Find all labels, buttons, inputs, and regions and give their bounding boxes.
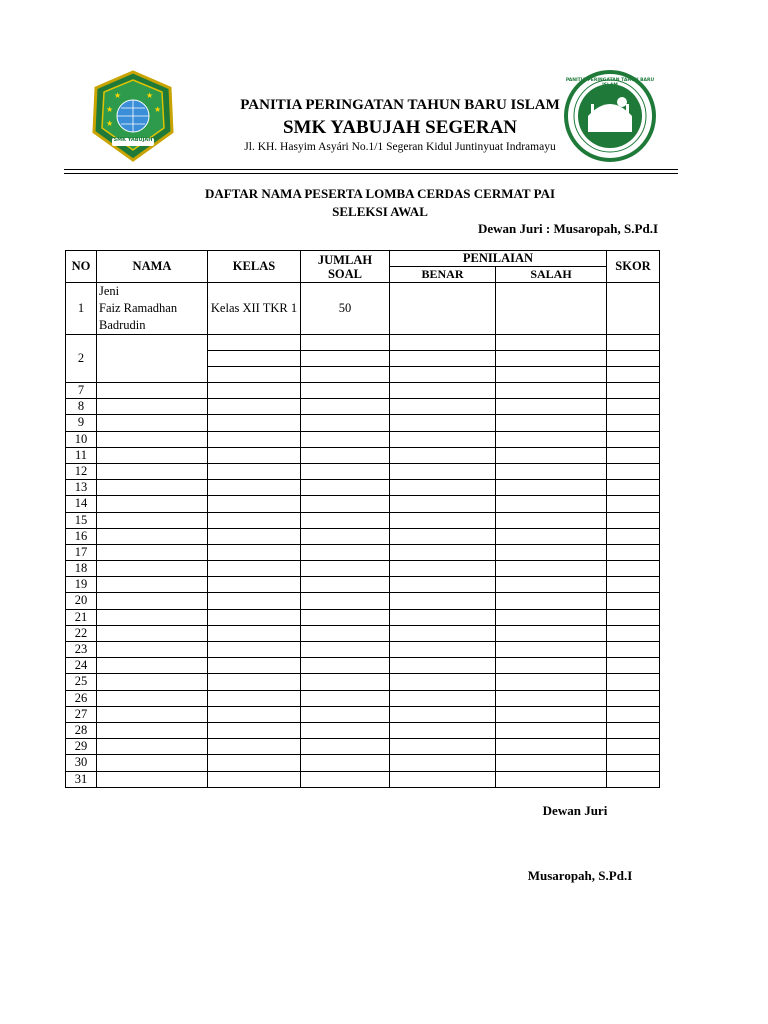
empty-cell: [208, 415, 301, 431]
empty-cell: [607, 771, 660, 787]
empty-cell: [301, 722, 390, 738]
participant-names: [97, 335, 208, 383]
school-name: SMK YABUJAH SEGERAN: [282, 117, 518, 138]
participant-names: [97, 283, 208, 335]
row-number: 27: [66, 706, 97, 722]
empty-cell: [390, 658, 496, 674]
empty-cell: [496, 706, 607, 722]
empty-cell: [208, 690, 301, 706]
empty-cell: [97, 706, 208, 722]
empty-cell: [208, 512, 301, 528]
table-row: [66, 480, 660, 496]
committee-heading: PANITIA PERINGATAN TAHUN BARU ISLAM: [240, 97, 560, 113]
empty-cell: [208, 674, 301, 690]
empty-cell: [97, 544, 208, 560]
empty-cell: [97, 658, 208, 674]
empty-cell: [607, 577, 660, 593]
row-number: 11: [66, 447, 97, 463]
empty-cell: [208, 739, 301, 755]
empty-cell: [607, 415, 660, 431]
empty-cell: [390, 593, 496, 609]
empty-cell: [208, 480, 301, 496]
empty-cell: [208, 625, 301, 641]
empty-cell: [607, 480, 660, 496]
empty-cell: [390, 674, 496, 690]
empty-cell: [97, 447, 208, 463]
empty-cell: [97, 722, 208, 738]
table-row: [66, 383, 660, 399]
empty-cell: [97, 383, 208, 399]
table-row: [66, 399, 660, 415]
row-number: 7: [66, 383, 97, 399]
empty-cell: [390, 383, 496, 399]
table-row: [66, 609, 660, 625]
empty-cell: [97, 561, 208, 577]
empty-cell: [208, 463, 301, 479]
empty-cell: [390, 528, 496, 544]
numbered-rows: [66, 383, 660, 788]
empty-cell: [301, 431, 390, 447]
svg-text:★: ★: [106, 119, 114, 128]
row-number: 18: [66, 561, 97, 577]
empty-cell: [208, 528, 301, 544]
participant-table: [65, 250, 660, 788]
committee-logo-text: PANITIA PERINGATAN TAHUN BARU ISLAM: [565, 78, 655, 88]
empty-cell: [496, 399, 607, 415]
table-row: [66, 739, 660, 755]
empty-cell: [390, 512, 496, 528]
empty-cell: [607, 722, 660, 738]
row-number: 8: [66, 399, 97, 415]
empty-cell: [390, 561, 496, 577]
empty-cell: [97, 463, 208, 479]
empty-cell: [208, 658, 301, 674]
empty-cell: [97, 415, 208, 431]
header-jumlah-soal: JUMLAH SOAL: [301, 251, 390, 283]
empty-cell: [301, 561, 390, 577]
empty-cell: [496, 755, 607, 771]
row-number: 14: [66, 496, 97, 512]
table-row: [66, 577, 660, 593]
row-number: 31: [66, 771, 97, 787]
empty-cell: [97, 625, 208, 641]
empty-cell: [301, 609, 390, 625]
empty-cell: [390, 755, 496, 771]
empty-cell: [208, 561, 301, 577]
table-row: [66, 544, 660, 560]
empty-cell: [301, 642, 390, 658]
empty-cell: [390, 625, 496, 641]
empty-cell: [496, 431, 607, 447]
svg-text:★: ★: [106, 105, 114, 114]
empty-cell: [607, 561, 660, 577]
header-salah: SALAH: [496, 267, 607, 283]
svg-text:★: ★: [114, 91, 122, 100]
participant-name: Badrudin: [99, 318, 146, 332]
empty-cell: [607, 706, 660, 722]
table-row: [66, 512, 660, 528]
empty-cell: [607, 642, 660, 658]
document-title: DAFTAR NAMA PESERTA LOMBA CERDAS CERMAT PAI: [204, 186, 556, 201]
empty-cell: [607, 431, 660, 447]
school-logo-text: SMK YABUJAH: [113, 137, 153, 143]
empty-cell: [496, 577, 607, 593]
empty-cell: [390, 609, 496, 625]
participant-class: Kelas XII TKR 1: [208, 283, 301, 335]
empty-cell: [208, 706, 301, 722]
empty-cell: [208, 722, 301, 738]
empty-cell: [607, 399, 660, 415]
salah-cell: [496, 283, 607, 335]
header-kelas: KELAS: [208, 251, 301, 283]
table-row: [66, 642, 660, 658]
table-row: [66, 722, 660, 738]
header-divider-thick: [64, 169, 678, 170]
svg-text:★: ★: [146, 91, 154, 100]
empty-cell: [390, 480, 496, 496]
table-row: [66, 674, 660, 690]
table-row: [66, 706, 660, 722]
empty-cell: [301, 593, 390, 609]
row-number: 26: [66, 690, 97, 706]
empty-cell: [208, 577, 301, 593]
row-number: 24: [66, 658, 97, 674]
empty-cell: [390, 431, 496, 447]
question-count: 50: [301, 283, 390, 335]
empty-cell: [390, 447, 496, 463]
empty-cell: [607, 658, 660, 674]
empty-cell: [208, 399, 301, 415]
empty-cell: [496, 674, 607, 690]
row-number: 16: [66, 528, 97, 544]
participant-name: Faiz Ramadhan: [99, 301, 178, 315]
empty-cell: [607, 528, 660, 544]
empty-cell: [208, 593, 301, 609]
empty-cell: [496, 609, 607, 625]
empty-cell: [301, 739, 390, 755]
empty-cell: [496, 739, 607, 755]
row-number: 9: [66, 415, 97, 431]
empty-cell: [97, 593, 208, 609]
empty-cell: [496, 544, 607, 560]
empty-cell: [607, 512, 660, 528]
empty-cell: [496, 496, 607, 512]
empty-cell: [208, 383, 301, 399]
table-row: [66, 431, 660, 447]
row-number: 28: [66, 722, 97, 738]
empty-cell: [607, 383, 660, 399]
empty-cell: [301, 625, 390, 641]
row-number: 1: [66, 283, 97, 335]
table-row: [66, 447, 660, 463]
row-number: 19: [66, 577, 97, 593]
row-number: 29: [66, 739, 97, 755]
empty-cell: [301, 658, 390, 674]
empty-cell: [301, 706, 390, 722]
row-number: 15: [66, 512, 97, 528]
empty-cell: [496, 771, 607, 787]
empty-cell: [390, 415, 496, 431]
empty-cell: [301, 480, 390, 496]
empty-cell: [607, 609, 660, 625]
svg-text:★: ★: [154, 105, 162, 114]
empty-cell: [301, 755, 390, 771]
empty-cell: [208, 447, 301, 463]
empty-cell: [208, 771, 301, 787]
document-subtitle: SELEKSI AWAL: [332, 204, 428, 219]
empty-cell: [97, 642, 208, 658]
empty-cell: [301, 544, 390, 560]
header-no: NO: [66, 251, 97, 283]
empty-cell: [97, 496, 208, 512]
empty-cell: [390, 690, 496, 706]
empty-cell: [390, 706, 496, 722]
empty-cell: [496, 642, 607, 658]
empty-cell: [607, 674, 660, 690]
row-number: 2: [66, 335, 97, 383]
empty-cell: [97, 577, 208, 593]
empty-cell: [496, 625, 607, 641]
row-number: 13: [66, 480, 97, 496]
table-row: [66, 463, 660, 479]
empty-cell: [607, 625, 660, 641]
header-skor: SKOR: [607, 251, 660, 283]
table-row: [66, 755, 660, 771]
table-row: [66, 658, 660, 674]
empty-cell: [208, 544, 301, 560]
participant-name: Jeni: [99, 284, 120, 298]
empty-cell: [301, 399, 390, 415]
empty-cell: [496, 593, 607, 609]
table-row: [66, 771, 660, 787]
empty-cell: [390, 771, 496, 787]
empty-cell: [301, 771, 390, 787]
empty-cell: [208, 496, 301, 512]
header-penilaian: PENILAIAN: [390, 251, 607, 267]
header-nama: NAMA: [97, 251, 208, 283]
empty-cell: [496, 528, 607, 544]
empty-cell: [301, 383, 390, 399]
table-row: [66, 528, 660, 544]
row-number: 20: [66, 593, 97, 609]
signature-name: Musaropah, S.Pd.I: [527, 868, 633, 883]
empty-cell: [97, 399, 208, 415]
empty-cell: [496, 415, 607, 431]
empty-cell: [97, 690, 208, 706]
row-number: 30: [66, 755, 97, 771]
header-divider-thin: [64, 173, 678, 174]
table-row: [66, 283, 660, 335]
empty-cell: [301, 447, 390, 463]
row-number: 22: [66, 625, 97, 641]
table-row: [66, 625, 660, 641]
empty-cell: [208, 755, 301, 771]
empty-cell: [496, 561, 607, 577]
empty-cell: [301, 577, 390, 593]
judge-info: Dewan Juri : Musaropah, S.Pd.I: [478, 221, 658, 236]
empty-cell: [301, 512, 390, 528]
empty-cell: [496, 383, 607, 399]
empty-cell: [496, 512, 607, 528]
empty-cell: [607, 447, 660, 463]
empty-cell: [390, 496, 496, 512]
empty-cell: [208, 609, 301, 625]
empty-cell: [496, 658, 607, 674]
empty-cell: [390, 544, 496, 560]
empty-cell: [496, 480, 607, 496]
row-number: 17: [66, 544, 97, 560]
empty-cell: [301, 690, 390, 706]
empty-cell: [301, 528, 390, 544]
empty-cell: [390, 463, 496, 479]
empty-cell: [97, 609, 208, 625]
empty-cell: [496, 722, 607, 738]
empty-cell: [97, 431, 208, 447]
empty-cell: [97, 528, 208, 544]
empty-cell: [607, 739, 660, 755]
table-row: [66, 496, 660, 512]
empty-cell: [97, 512, 208, 528]
empty-cell: [97, 755, 208, 771]
table-row: [66, 415, 660, 431]
skor-cell: [607, 283, 660, 335]
empty-cell: [607, 690, 660, 706]
benar-cell: [390, 283, 496, 335]
row-number: 21: [66, 609, 97, 625]
table-row: [66, 690, 660, 706]
table-row: [66, 335, 660, 351]
empty-cell: [301, 496, 390, 512]
empty-cell: [97, 739, 208, 755]
signature-label: Dewan Juri: [542, 803, 608, 818]
empty-cell: [496, 690, 607, 706]
empty-cell: [607, 544, 660, 560]
empty-cell: [607, 496, 660, 512]
empty-cell: [607, 755, 660, 771]
empty-cell: [390, 399, 496, 415]
row-number: 25: [66, 674, 97, 690]
empty-cell: [496, 447, 607, 463]
empty-cell: [208, 642, 301, 658]
row-number: 12: [66, 463, 97, 479]
header-benar: BENAR: [390, 267, 496, 283]
empty-cell: [496, 463, 607, 479]
row-number: 10: [66, 431, 97, 447]
empty-cell: [390, 722, 496, 738]
empty-cell: [607, 593, 660, 609]
empty-cell: [97, 480, 208, 496]
empty-cell: [301, 415, 390, 431]
school-address: Jl. KH. Hasyim Asyári No.1/1 Segeran Kidul Juntinyuat Indramayu: [244, 141, 556, 153]
empty-cell: [301, 463, 390, 479]
empty-cell: [301, 674, 390, 690]
empty-cell: [390, 577, 496, 593]
empty-cell: [208, 431, 301, 447]
table-row: [66, 561, 660, 577]
empty-cell: [390, 642, 496, 658]
empty-cell: [607, 463, 660, 479]
empty-cell: [97, 674, 208, 690]
empty-cell: [390, 739, 496, 755]
row-number: 23: [66, 642, 97, 658]
empty-cell: [97, 771, 208, 787]
table-row: [66, 593, 660, 609]
